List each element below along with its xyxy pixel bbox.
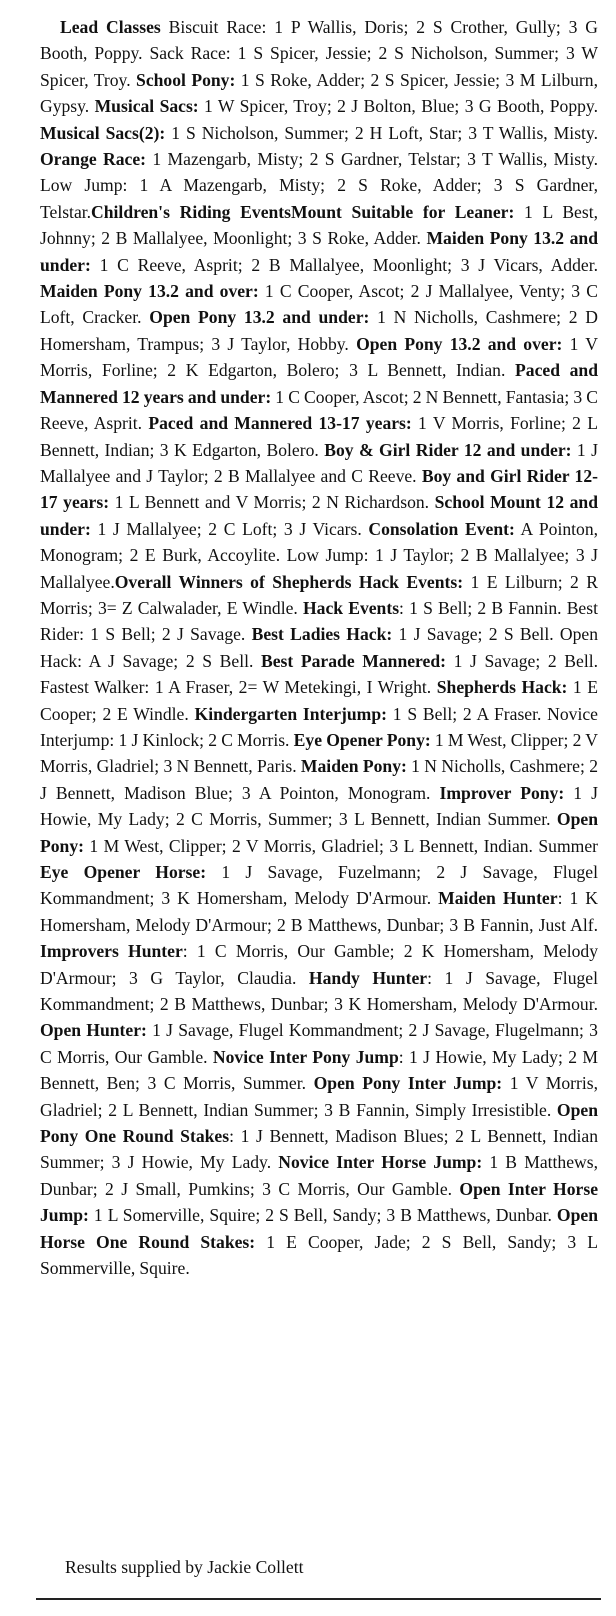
event-name: Musical Sacs(2):: [40, 122, 166, 143]
results-article: [40, 14, 598, 1282]
event-name: Hack Events: [302, 597, 400, 618]
event-results: 1 J Savage, Fuzelmann; 2 J Savage, Flugel Kommandment; 3 K Homersham, Melody D'Armour.: [40, 862, 598, 909]
event-name: Maiden Pony:: [300, 756, 407, 777]
event-name: Musical Sacs:: [94, 96, 199, 117]
event-results: 1 E Cooper; 2 E Windle.: [40, 677, 598, 724]
event-name: Maiden Hunter: [438, 888, 558, 909]
event-results: : 1 J Howie, My Lady; 2 M Bennett, Ben; 3 C Morris, Summer.: [40, 1046, 599, 1094]
event-results: 1 J Howie, My Lady; 2 C Morris, Summer; 3 L Bennett, Indian Summer.: [40, 782, 598, 830]
event-name: Open Pony 13.2 and under:: [149, 307, 370, 328]
event-name: Lead Classes: [60, 17, 161, 37]
event-results: 1 L Somerville, Squire; 2 S Bell, Sandy; 3 B Matthews, Dunbar.: [88, 1205, 557, 1226]
event-results: 1 V Morris, Forline; 2 K Edgarton, Bolero; 3 L Bennett, Indian.: [40, 333, 599, 381]
event-name: Open Inter Horse Jump:: [40, 1178, 599, 1226]
event-name: School Mount 12 and under:: [40, 492, 598, 539]
event-results: 1 W Spicer, Troy; 2 J Bolton, Blue; 3 G Booth, Poppy.: [198, 96, 598, 117]
event-results: 1 V Morris, Forline; 2 L Bennett, Indian; 3 K Edgarton, Bolero.: [40, 413, 598, 460]
event-name: Maiden Pony 13.2 and under:: [40, 228, 598, 275]
event-name: Open Pony:: [40, 809, 598, 856]
event-results: : 1 J Savage, Flugel Kommandment; 2 B Matthews, Dunbar; 3 K Homersham, Melody D'Armour.: [40, 967, 598, 1015]
event-results: Biscuit Race: 1 P Wallis, Doris; 2 S Crother, Gully; 3 G Booth, Poppy. Sack Race: 1 S Spicer, Jessie; 2 S Nicholson, Summer; 3 W Spicer, Troy.: [40, 17, 598, 90]
event-name: Open Pony 13.2 and over:: [356, 333, 563, 354]
event-results: 1 J Mallalyee; 2 C Loft; 3 J Vicars.: [90, 518, 369, 539]
event-results: 1 E Cooper, Jade; 2 S Bell, Sandy; 3 L Sommerville, Squire.: [40, 1231, 598, 1279]
event-results: 1 N Nicholls, Cashmere; 2 J Bennett, Madison Blue; 3 A Pointon, Monogram.: [40, 756, 598, 803]
event-results: : 1 J Bennett, Madison Blues; 2 L Bennett, Indian Summer; 3 J Howie, My Lady.: [40, 1126, 598, 1173]
event-results: : 1 S Bell; 2 B Fannin. Best Rider: 1 S Bell; 2 J Savage.: [40, 597, 598, 645]
event-name: Boy & Girl Rider 12 and under:: [324, 439, 572, 460]
event-results: 1 Mazengarb, Misty; 2 S Gardner, Telstar; 3 T Wallis, Misty. Low Jump: 1 A Mazengarb, Misty; 2 S Roke, Adder; 3 S Gardner, Telstar.: [40, 149, 599, 222]
event-name: Improver Pony:: [439, 782, 565, 803]
event-name: Eye Opener Pony:: [293, 729, 431, 750]
event-results: 1 J Savage; 2 Bell. Fastest Walker: 1 A Fraser, 2= W Metekingi, I Wright.: [40, 650, 598, 698]
event-results: 1 J Mallalyee and J Taylor; 2 B Mallalyee and C Reeve.: [40, 439, 598, 486]
event-name: Consolation Event:: [368, 518, 515, 539]
event-results: 1 V Morris, Gladriel; 2 L Bennett, Indian Summer; 3 B Fannin, Simply Irresistible.: [40, 1073, 598, 1120]
event-name: Kindergarten Interjump:: [194, 703, 387, 724]
event-name: Orange Race:: [40, 149, 147, 170]
event-results: 1 E Lilburn; 2 R Morris; 3= Z Calwalader, E Windle.: [40, 571, 598, 618]
event-name: Maiden Pony 13.2 and over:: [40, 281, 259, 302]
event-name: Boy and Girl Rider 12-17 years:: [40, 465, 598, 513]
event-results: A Pointon, Monogram; 2 E Burk, Accoylite. Low Jump: 1 J Taylor; 2 B Mallalyee; 3 J Mallalyee.: [40, 518, 599, 592]
event-results: 1 M West, Clipper; 2 V Morris, Gladriel; 3 L Bennett, Indian. Summer: [83, 835, 598, 856]
event-results: 1 B Matthews, Dunbar; 2 J Small, Pumkins; 3 C Morris, Our Gamble.: [40, 1152, 598, 1199]
event-name: Children's Riding EventsMount Suitable for Leaner:: [91, 201, 515, 222]
event-name: Paced and Mannered 12 years and under:: [40, 360, 598, 407]
event-results: 1 J Savage; 2 S Bell. Open Hack: A J Savage; 2 S Bell.: [40, 624, 598, 671]
event-results: : 1 K Homersham, Melody D'Armour; 2 B Matthews, Dunbar; 3 B Fannin, Just Alf.: [40, 888, 599, 935]
event-name: Open Hunter:: [40, 1020, 147, 1041]
event-name: Shepherds Hack:: [436, 677, 568, 698]
event-results: 1 J Savage, Flugel Kommandment; 2 J Savage, Flugelmann; 3 C Morris, Our Gamble.: [40, 1020, 598, 1067]
column-rule: [36, 1598, 601, 1600]
event-name: Handy Hunter: [308, 967, 428, 988]
event-results: 1 L Bennett and V Morris; 2 N Richardson.: [109, 492, 435, 513]
event-name: School Pony:: [136, 69, 236, 90]
event-name: Open Horse One Round Stakes:: [40, 1205, 598, 1252]
event-results: 1 N Nicholls, Cashmere; 2 D Homersham, Trampus; 3 J Taylor, Hobby.: [40, 307, 598, 354]
event-results: 1 S Nicholson, Summer; 2 H Loft, Star; 3 T Wallis, Misty.: [165, 122, 598, 143]
event-name: Best Parade Mannered:: [261, 650, 446, 671]
event-results: 1 L Best, Johnny; 2 B Mallalyee, Moonlight; 3 S Roke, Adder.: [40, 201, 598, 249]
event-results: 1 M West, Clipper; 2 V Morris, Gladriel; 3 N Bennett, Paris.: [40, 729, 598, 777]
event-results: 1 C Cooper, Ascot; 2 J Mallalyee, Venty; 3 C Loft, Cracker.: [40, 281, 599, 328]
event-name: Novice Inter Pony Jump: [212, 1046, 399, 1067]
event-name: Open Pony One Round Stakes: [40, 1099, 598, 1147]
event-name: Open Pony Inter Jump:: [313, 1073, 503, 1094]
event-name: Novice Inter Horse Jump:: [278, 1152, 483, 1173]
event-results: 1 S Roke, Adder; 2 S Spicer, Jessie; 3 M Lilburn, Gypsy.: [40, 69, 598, 117]
results-credit: Results supplied by Jackie Collett: [65, 1557, 304, 1577]
event-name: Improvers Hunter: [40, 941, 183, 962]
event-results: 1 C Cooper, Ascot; 2 N Bennett, Fantasia; 3 C Reeve, Asprit.: [40, 386, 598, 434]
event-results: 1 S Bell; 2 A Fraser. Novice Interjump: 1 J Kinlock; 2 C Morris.: [40, 703, 598, 750]
event-name: Paced and Mannered 13-17 years:: [148, 413, 412, 434]
event-name: Best Ladies Hack:: [251, 624, 393, 645]
event-results: 1 C Reeve, Asprit; 2 B Mallalyee, Moonlight; 3 J Vicars, Adder.: [90, 254, 598, 275]
event-name: Overall Winners of Shepherds Hack Events:: [114, 571, 464, 592]
event-results: : 1 C Morris, Our Gamble; 2 K Homersham, Melody D'Armour; 3 G Taylor, Claudia.: [40, 941, 599, 988]
event-name: Eye Opener Horse:: [40, 862, 207, 882]
